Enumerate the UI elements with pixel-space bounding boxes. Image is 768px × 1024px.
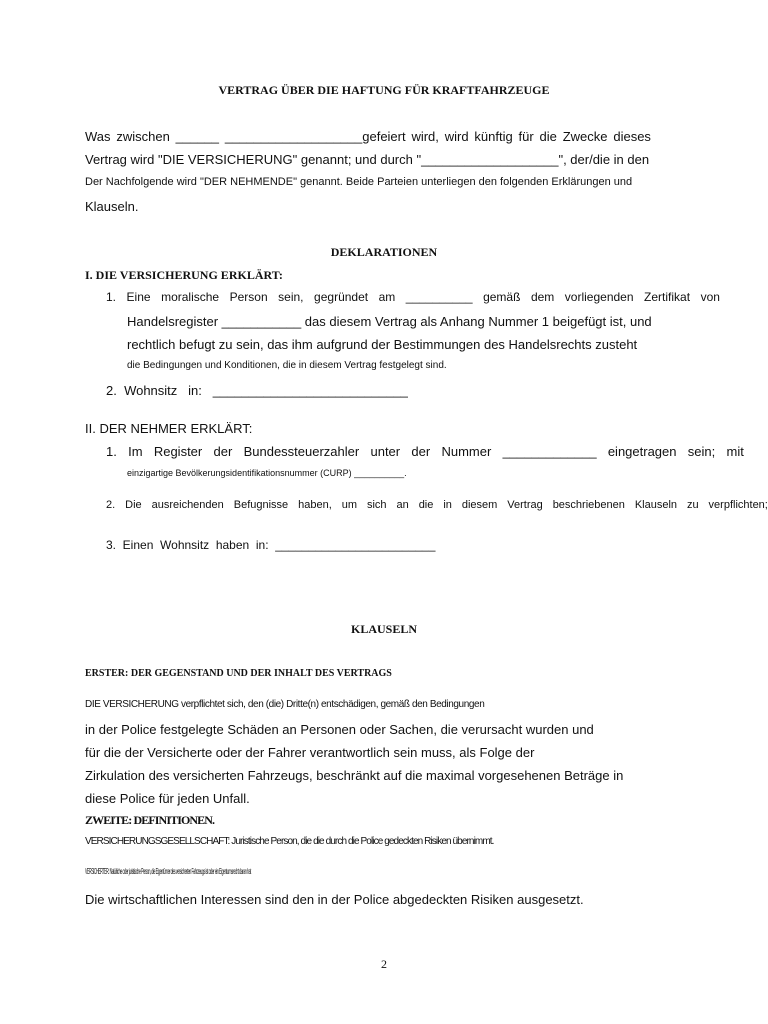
section-2-item-2-word: an — [396, 499, 409, 511]
section-1-item-1-word: Zertifikat — [644, 290, 691, 304]
first-clause-line-5: diese Police für jeden Unfall. — [85, 791, 250, 806]
section-1-item-1-word: am — [378, 290, 396, 304]
section-1-item-1-word: gegründet — [314, 290, 369, 304]
intro-line-4: Klauseln. — [85, 199, 139, 214]
first-clause-line-1: DIE VERSICHERUNG verpflichtet sich, den (die) Dritte(n) entschädigen, gemäß den Bedingungen — [85, 699, 485, 710]
section-2-item-1-word: mit — [726, 444, 744, 459]
section-1-item-1-word: 1. — [106, 290, 117, 304]
section-2-item-2-word: Befugnisse — [233, 499, 289, 511]
section-2-item-1-word: _____________ — [502, 444, 597, 459]
intro-line-1-word: Was — [85, 129, 111, 144]
declarations-heading: DEKLARATIONEN — [330, 245, 438, 259]
section-1-heading: I. DIE VERSICHERUNG ERKLÄRT: — [85, 268, 283, 282]
section-1-item-1-word: sein, — [278, 290, 304, 304]
section-2-item-1-line-2: einzigartige Bevölkerungsidentifikationsnummer (CURP) __________. — [127, 468, 407, 478]
section-2-item-1-line-1 — [106, 444, 744, 459]
section-1-item-1-line-2: Handelsregister ___________ das diesem Vertrag als Anhang Nummer 1 beigefügt ist, und — [127, 314, 652, 329]
section-2-item-1-word: 1. — [106, 444, 117, 459]
section-1-item-1-word: moralische — [161, 290, 220, 304]
intro-line-1-word: Zwecke — [562, 129, 608, 144]
section-1-item-1-word: gemäß — [483, 290, 521, 304]
intro-line-1-word: künftig — [474, 129, 513, 144]
section-1-item-1-line-4: die Bedingungen und Konditionen, die in diesem Vertrag festgelegt sind. — [127, 360, 447, 371]
section-1-item-1-line-3: rechtlich befugt zu sein, das ihm aufgrund der Bestimmungen des Handelsrechts zusteht — [127, 337, 638, 352]
section-1-item-1-word: dem — [530, 290, 555, 304]
definition-insurer: VERSICHERUNGSGESELLSCHAFT: Juristische Person, die die durch die Police gedeckten Risiken übernimmt. — [85, 836, 494, 847]
definition-insured: VERSICHERTER: Natürliche oder juristische Person, die Eigentümer des versicherten Fahrzeugs ist oder ein Eigentumsrecht daran hat — [85, 866, 251, 876]
section-2-item-1-word: sein; — [687, 444, 716, 459]
section-2-item-2-word: Die — [125, 499, 142, 511]
first-clause-line-4: Zirkulation des versicherten Fahrzeugs, beschränkt auf die maximal vorgesehenen Beträge in — [85, 768, 624, 783]
intro-line-1-word: die — [539, 129, 557, 144]
intro-line-1-word: wird — [444, 129, 469, 144]
intro-line-1-word: dieses — [613, 129, 651, 144]
page-number: 2 — [381, 957, 387, 971]
section-2-item-3: 3. Einen Wohnsitz haben in: ________________________ — [106, 538, 436, 552]
section-2-item-2-word: verpflichten; — [708, 499, 768, 511]
intro-line-3: Der Nachfolgende wird "DER NEHMENDE" genannt. Beide Parteien unterliegen den folgenden Erklärungen und — [85, 176, 633, 188]
definition-interests: Die wirtschaftlichen Interessen sind den in der Police abgedeckten Risiken ausgesetzt. — [85, 892, 584, 907]
first-clause-heading: ERSTER: DER GEGENSTAND UND DER INHALT DES VERTRAGS — [85, 668, 392, 679]
section-2-item-2-word: die — [418, 499, 434, 511]
first-clause-line-2: in der Police festgelegte Schäden an Personen oder Sachen, die verursacht wurden und — [85, 722, 594, 737]
section-2-item-2-word: Klauseln — [634, 499, 678, 511]
section-2-item-2-word: um — [341, 499, 358, 511]
document-title: VERTRAG ÜBER DIE HAFTUNG FÜR KRAFTFAHRZEUGE — [218, 83, 550, 97]
section-1-item-1-word: Eine — [126, 290, 151, 304]
section-2-item-2 — [106, 499, 768, 511]
section-2-item-1-word: der — [213, 444, 233, 459]
intro-line-2: Vertrag wird "DIE VERSICHERUNG" genannt; und durch "___________________", der/die in den — [85, 152, 650, 167]
intro-line-1-word: ______ — [175, 129, 220, 144]
section-1-item-1-word: __________ — [405, 290, 473, 304]
first-clause-line-3: für die der Versicherte oder der Fahrer verantwortlich sein muss, als Folge der — [85, 745, 535, 760]
section-2-item-2-word: beschriebenen — [552, 499, 625, 511]
intro-line-1-word: für — [518, 129, 534, 144]
section-2-item-2-word: diesem — [461, 499, 498, 511]
section-2-item-2-word: Vertrag — [507, 499, 543, 511]
second-clause-heading: ZWEITE: DEFINITIONEN. — [85, 813, 215, 827]
intro-line-1-word: ___________________gefeiert — [224, 129, 406, 144]
section-2-item-2-word: 2. — [106, 499, 116, 511]
section-2-item-1-word: der — [411, 444, 431, 459]
intro-line-1-word: wird, — [411, 129, 439, 144]
section-2-item-2-word: zu — [686, 499, 699, 511]
clauses-heading: KLAUSELN — [350, 622, 418, 636]
section-2-item-1-word: unter — [370, 444, 401, 459]
intro-line-1-word: zwischen — [116, 129, 170, 144]
section-2-item-1-word: Nummer — [441, 444, 492, 459]
section-2-item-1-word: Bundessteuerzahler — [243, 444, 360, 459]
section-2-heading: II. DER NEHMER ERKLÄRT: — [85, 421, 253, 436]
section-2-item-1-word: Register — [153, 444, 203, 459]
section-2-item-2-word: sich — [366, 499, 387, 511]
section-1-item-1-line-1 — [106, 290, 720, 304]
section-1-item-1-word: vorliegenden — [564, 290, 634, 304]
section-2-item-2-word: ausreichenden — [151, 499, 224, 511]
section-1-item-1-word: von — [700, 290, 720, 304]
section-1-item-1-word: Person — [229, 290, 268, 304]
section-1-item-2: 2. Wohnsitz in: ___________________________ — [106, 383, 408, 398]
section-2-item-2-word: haben, — [298, 499, 332, 511]
definition-insured-wrap — [85, 866, 385, 876]
section-2-item-1-word: Im — [128, 444, 143, 459]
intro-line-1 — [85, 129, 651, 144]
section-2-item-2-word: in — [443, 499, 452, 511]
section-2-item-1-word: eingetragen — [607, 444, 677, 459]
